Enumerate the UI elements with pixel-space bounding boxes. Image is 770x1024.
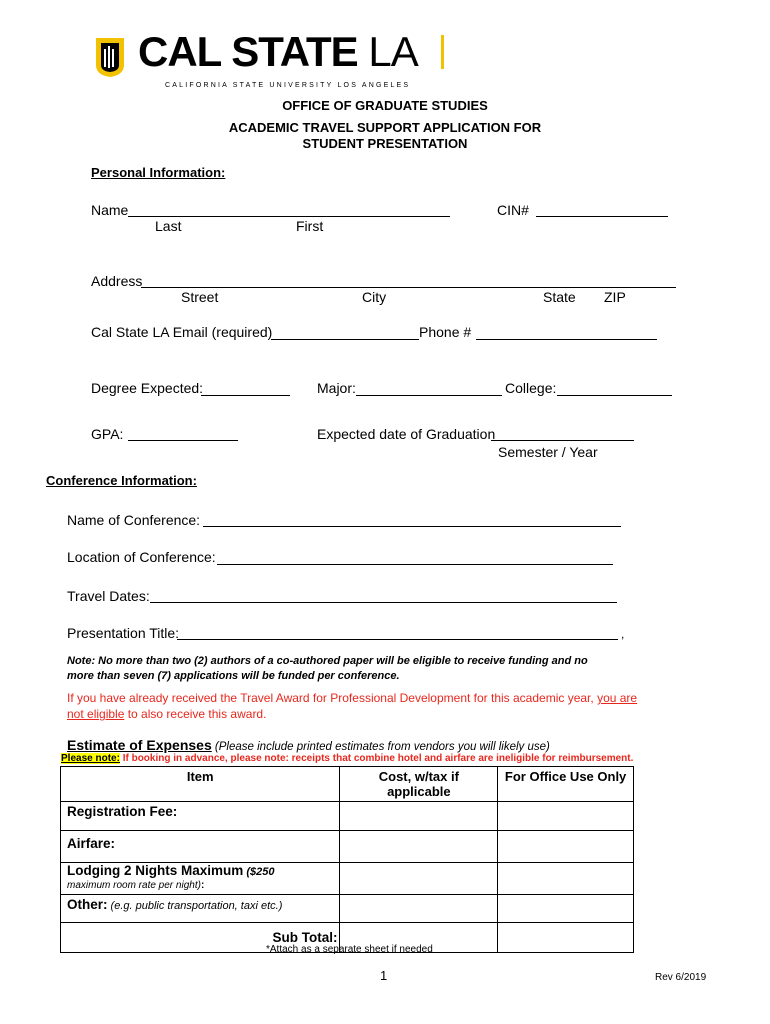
presentation-title-comma: , (621, 627, 625, 641)
state-caption: State (543, 289, 576, 305)
semester-year-caption: Semester / Year (498, 444, 598, 460)
table-row (61, 863, 634, 895)
degree-label: Degree Expected: (91, 380, 204, 396)
expenses-heading: Estimate of Expenses (67, 737, 212, 753)
email-label: Cal State LA Email (required) (91, 324, 273, 340)
street-caption: Street (181, 289, 219, 305)
column-header-cost: Cost, w/tax if applicable (340, 767, 498, 802)
logo-suffix: LA (368, 28, 418, 75)
address-field[interactable] (141, 287, 676, 288)
lodging-rate-note: ($250 (243, 866, 275, 878)
conference-location-label: Location of Conference: (67, 549, 216, 565)
subtotal-office-cell (498, 923, 634, 953)
travel-dates-label: Travel Dates: (67, 588, 150, 604)
city-caption: City (362, 289, 387, 305)
airfare-cost-cell[interactable] (340, 831, 498, 863)
last-name-caption: Last (155, 218, 182, 234)
booking-warning (61, 753, 633, 764)
subtotal-label: Sub Total: (61, 923, 340, 953)
gpa-label: GPA: (91, 426, 124, 442)
first-name-caption: First (296, 218, 324, 234)
form-title-line1: ACADEMIC TRAVEL SUPPORT APPLICATION FOR (228, 120, 542, 135)
conference-location-field[interactable] (217, 564, 613, 565)
column-header-office: For Office Use Only (498, 767, 634, 802)
office-title: OFFICE OF GRADUATE STUDIES (282, 98, 488, 113)
phone-label: Phone # (419, 324, 472, 340)
lodging-label-cell (61, 863, 340, 895)
logo-emblem-icon (93, 35, 127, 79)
logo-divider (441, 35, 444, 69)
name-field[interactable] (128, 216, 450, 217)
name-label: Name (91, 202, 129, 218)
eligibility-warning-emphasis: you are (597, 691, 638, 705)
please-note-highlight: Please note: (61, 753, 120, 764)
conference-info-heading: Conference Information: (46, 473, 197, 488)
other-label-cell (61, 895, 340, 923)
lodging-rate-subnote: maximum room rate per night) (67, 880, 201, 891)
lodging-label: Lodging 2 Nights Maximum (67, 863, 244, 878)
logo-subtitle: CALIFORNIA STATE UNIVERSITY LOS ANGELES (165, 82, 411, 89)
other-cost-cell[interactable] (340, 895, 498, 923)
presentation-title-label: Presentation Title: (67, 625, 180, 641)
authors-note-line1: Note: No more than two (2) authors of a co-authored paper will be eligible to receive funding and no (67, 655, 588, 667)
page-number: 1 (380, 968, 388, 983)
address-label: Address (91, 273, 143, 289)
phone-field[interactable] (476, 339, 657, 340)
eligibility-warning-line2 (67, 707, 266, 721)
cin-label: CIN# (497, 202, 529, 218)
major-field[interactable] (356, 395, 502, 396)
travel-dates-field[interactable] (150, 602, 617, 603)
table-row (61, 831, 634, 863)
revision-date: Rev 6/2019 (655, 972, 707, 983)
other-label: Other: (67, 897, 108, 912)
airfare-label: Airfare: (61, 831, 340, 863)
attach-note: *Attach as a separate sheet if needed (266, 944, 433, 955)
conference-name-label: Name of Conference: (67, 512, 201, 528)
expenses-header-row (61, 767, 634, 802)
expenses-heading-row (67, 737, 550, 753)
airfare-office-cell (498, 831, 634, 863)
conference-name-field[interactable] (203, 526, 621, 527)
degree-field[interactable] (201, 395, 290, 396)
lodging-colon: : (200, 880, 205, 891)
zip-caption: ZIP (604, 289, 626, 305)
column-header-item: Item (61, 767, 340, 802)
expenses-table (60, 766, 634, 953)
college-label: College: (505, 380, 557, 396)
cin-field[interactable] (536, 216, 668, 217)
form-title-line2: STUDENT PRESENTATION (302, 136, 468, 151)
authors-note-line2: more than seven (7) applications will be funded per conference. (67, 670, 400, 682)
table-row (61, 895, 634, 923)
other-office-cell (498, 895, 634, 923)
major-label: Major: (317, 380, 356, 396)
presentation-title-field[interactable] (177, 639, 618, 640)
email-field[interactable] (271, 339, 419, 340)
eligibility-warning-line1 (67, 691, 637, 705)
gpa-field[interactable] (128, 440, 238, 441)
eligibility-warning-text-2: to also receive this award. (124, 707, 267, 721)
logo-wordmark: CAL STATE (138, 28, 358, 75)
college-field[interactable] (557, 395, 672, 396)
lodging-office-cell (498, 863, 634, 895)
registration-fee-label: Registration Fee: (61, 802, 340, 831)
graduation-field[interactable] (491, 440, 634, 441)
other-note: (e.g. public transportation, taxi etc.) (107, 900, 283, 912)
registration-fee-cost-cell[interactable] (340, 802, 498, 831)
personal-info-heading: Personal Information: (91, 165, 226, 180)
expenses-heading-note: (Please include printed estimates from vendors you will likely use) (211, 741, 550, 753)
lodging-cost-cell[interactable] (340, 863, 498, 895)
registration-fee-office-cell (498, 802, 634, 831)
booking-warning-text: If booking in advance, please note: receipts that combine hotel and airfare are ineligible for reimbursement. (119, 753, 634, 764)
eligibility-warning-text: If you have already received the Travel Award for Professional Development for this academic year, (67, 691, 598, 705)
table-row (61, 802, 634, 831)
graduation-label: Expected date of Graduation (317, 426, 496, 442)
eligibility-warning-emphasis-2: not eligible (67, 707, 125, 721)
